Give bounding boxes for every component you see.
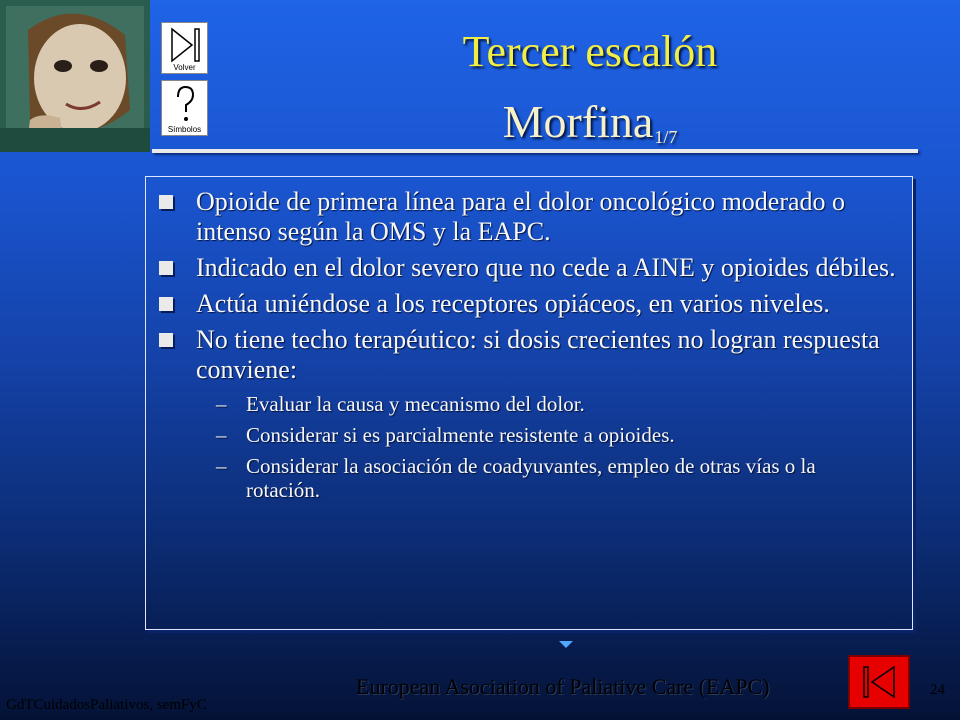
slide-title: Tercer escalón (462, 27, 718, 76)
footer-source: European Asociation of Paliative Care (EAPC) (356, 674, 770, 699)
dash-marker: – (216, 423, 227, 447)
square-bullet-icon (159, 333, 173, 347)
dash-marker: – (216, 392, 227, 416)
volver-button[interactable] (161, 22, 208, 74)
sub-bullet-text: Evaluar la causa y mecanismo del dolor. (246, 392, 585, 416)
portrait-illustration (0, 0, 150, 152)
question-mark-icon (162, 81, 209, 127)
title-underline (152, 149, 918, 153)
portrait-image (0, 0, 150, 152)
sub-bullet-list (196, 392, 896, 502)
square-bullet-icon (159, 297, 173, 311)
down-arrow-icon (559, 641, 573, 648)
bullet-item (146, 289, 912, 319)
end-slide-button[interactable] (848, 655, 910, 709)
bullet-item (146, 253, 912, 283)
content-box (145, 176, 913, 630)
subtitle-page-index: 1/7 (654, 127, 678, 147)
bullet-text: Indicado en el dolor severo que no cede a AINE y opioides débiles. (196, 253, 896, 282)
dash-marker: – (216, 454, 227, 478)
footer-organization: GdTCuidadosPaliativos, semFyC (6, 697, 207, 713)
play-forward-icon (162, 23, 209, 67)
simbolos-label: Símbolos (167, 125, 202, 134)
bullet-item (146, 325, 912, 502)
simbolos-button[interactable] (161, 80, 208, 136)
subtitle-text: Morfina (502, 96, 654, 147)
volver-label: Volver (173, 63, 196, 72)
sub-bullet-item (196, 423, 896, 447)
sub-bullet-item (196, 454, 896, 502)
page-number: 24 (930, 682, 945, 698)
sub-bullet-text: Considerar si es parcialmente resistente a opioides. (246, 423, 675, 447)
sub-bullet-text: Considerar la asociación de coadyuvantes, empleo de otras vías o la rotación. (246, 454, 816, 502)
bullet-item (146, 187, 912, 247)
square-bullet-icon (159, 195, 173, 209)
sub-bullet-item (196, 392, 896, 416)
bullet-text: Actúa uniéndose a los receptores opiáceos, en varios niveles. (196, 289, 830, 318)
square-bullet-icon (159, 261, 173, 275)
bullet-list (146, 177, 912, 502)
bullet-text: Opioide de primera línea para el dolor oncológico moderado o intenso según la OMS y la EAPC. (196, 187, 846, 246)
play-back-icon (850, 657, 908, 707)
bullet-text: No tiene techo terapéutico: si dosis crecientes no logran respuesta conviene: (196, 325, 880, 384)
